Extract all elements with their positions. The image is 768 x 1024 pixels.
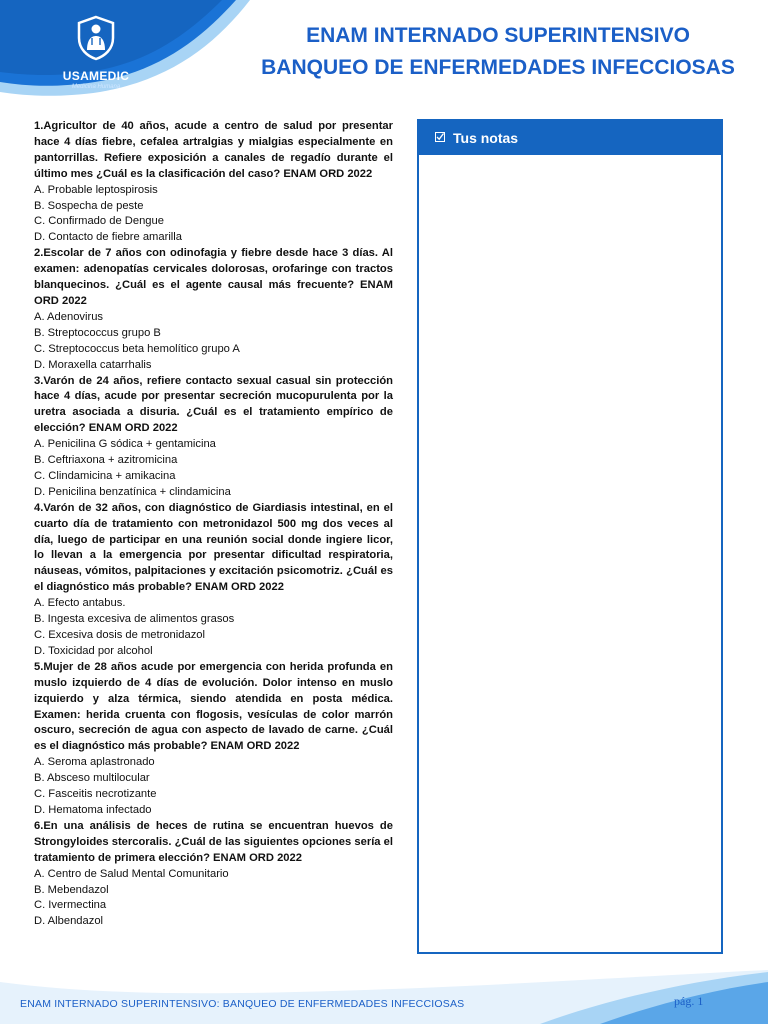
answer-option: C. Ivermectina: [34, 899, 107, 912]
footer-text: ENAM INTERNADO SUPERINTENSIVO: BANQUEO DE ENFERMEDADES INFECCIOSAS: [20, 998, 465, 1010]
answer-option: C. Excesiva dosis de metronidazol: [34, 629, 205, 641]
shield-logo-icon: [72, 14, 120, 62]
page-number: pág. 1: [674, 994, 704, 1008]
answer-option: A. Seroma aplastronado: [34, 756, 155, 769]
answer-option: B. Ceftriaxona + azitromicina: [34, 454, 178, 467]
brand-tagline: Medicina Humana: [71, 84, 121, 90]
answer-option: A. Probable leptospirosis: [34, 183, 158, 196]
question-text: 2.Escolar de 7 años con odinofagia y fiebre desde hace 3 días. Al examen: adenopatías cervicales dolorosas, orofaringe con tractos blanquecinos. ¿Cuál es el agente causal más frecuente? ENAM ORD 2022: [34, 247, 393, 307]
question-block: [34, 374, 393, 501]
notes-title: Tus notas: [453, 130, 519, 146]
answer-option: C. Clindamicina + amikacina: [34, 469, 176, 482]
question-block: [34, 819, 393, 930]
questions-list: [34, 119, 393, 930]
brand-name: USAMEDIC: [62, 69, 130, 83]
answer-option: C. Streptococcus beta hemolítico grupo A: [34, 342, 240, 355]
answer-option: A. Centro de Salud Mental Comunitario: [34, 867, 229, 880]
question-text: 6.En una análisis de heces de rutina se encuentran huevos de Strongyloides stercoralis. ¿Cuál de las siguientes opciones sería el tratamiento de primera elección? ENAM ORD 2022: [34, 819, 393, 864]
answer-option: B. Streptococcus grupo B: [34, 326, 161, 339]
answer-option: D. Toxicidad por alcohol: [34, 644, 153, 657]
page-footer: [0, 968, 768, 1024]
question-text: 3.Varón de 24 años, refiere contacto sexual casual sin protección hace 4 días, acude por presentar secreción mucopurulenta por la uretra asociada a disuria. ¿Cuál es el tratamiento empírico de elección? ENAM ORD 2022: [34, 374, 393, 435]
notes-panel[interactable]: [417, 119, 723, 954]
answer-option: C. Confirmado de Dengue: [34, 215, 164, 228]
answer-option: D. Albendazol: [34, 915, 104, 928]
footer-wave: [0, 968, 768, 1024]
answer-option: B. Mebendazol: [34, 883, 109, 896]
answer-option: B. Absceso multilocular: [34, 772, 150, 785]
question-text: 4.Varón de 32 años, con diagnóstico de Giardiasis intestinal, en el cuarto día de tratamiento con metronidazol 500 mg dos veces al día, luego de participar en una reunión social donde ingiere licor, lo llevan a la emergencia por presentar dificultad respiratoria, náuseas, vómitos, palpitaciones y excitación psicomotriz. ¿Cuál es el diagnóstico más probable? ENAM ORD 2022: [34, 501, 393, 594]
checkbox-icon: [435, 132, 445, 142]
question-block: [34, 660, 393, 819]
page-title: ENAM INTERNADO SUPERINTENSIVO: [306, 24, 690, 47]
question-text: 1.Agricultor de 40 años, acude a centro de salud por presentar hace 4 días fiebre, cefalea artralgias y mialgias especialmente en pantorrillas. Refiere exposición a canales de regadío durante el último mes ¿Cuál es la clasificación del caso? ENAM ORD 2022: [34, 120, 393, 180]
page-header: [0, 0, 768, 100]
answer-option: C. Fasceitis necrotizante: [34, 788, 157, 801]
question-text: 5.Mujer de 28 años acude por emergencia con herida profunda en muslo izquierdo de 4 días de evolución. Dolor intenso en muslo izquierdo y alza térmica, siendo atendida en posta médica. Examen: herida cruenta con flogosis, vesículas de color marrón oscuro, secreción de agua con aspecto de lavado de carne. ¿Cuál es el diagnóstico más probable? ENAM ORD 2022: [34, 660, 393, 753]
answer-option: D. Contacto de fiebre amarilla: [34, 231, 182, 244]
notes-header: [419, 121, 721, 155]
question-block: [34, 246, 393, 373]
answer-option: A. Adenovirus: [34, 310, 104, 323]
answer-option: D. Moraxella catarrhalis: [34, 358, 152, 371]
answer-option: B. Sospecha de peste: [34, 199, 144, 212]
logo: [56, 14, 136, 90]
question-block: [34, 119, 393, 246]
answer-option: D. Penicilina benzatínica + clindamicina: [34, 485, 231, 498]
page-subtitle: BANQUEO DE ENFERMEDADES INFECCIOSAS: [261, 56, 735, 79]
answer-option: A. Penicilina G sódica + gentamicina: [34, 438, 216, 451]
answer-option: D. Hematoma infectado: [34, 803, 152, 816]
answer-option: B. Ingesta excesiva de alimentos grasos: [34, 613, 235, 626]
answer-option: A. Efecto antabus.: [34, 597, 126, 610]
question-block: [34, 501, 393, 660]
